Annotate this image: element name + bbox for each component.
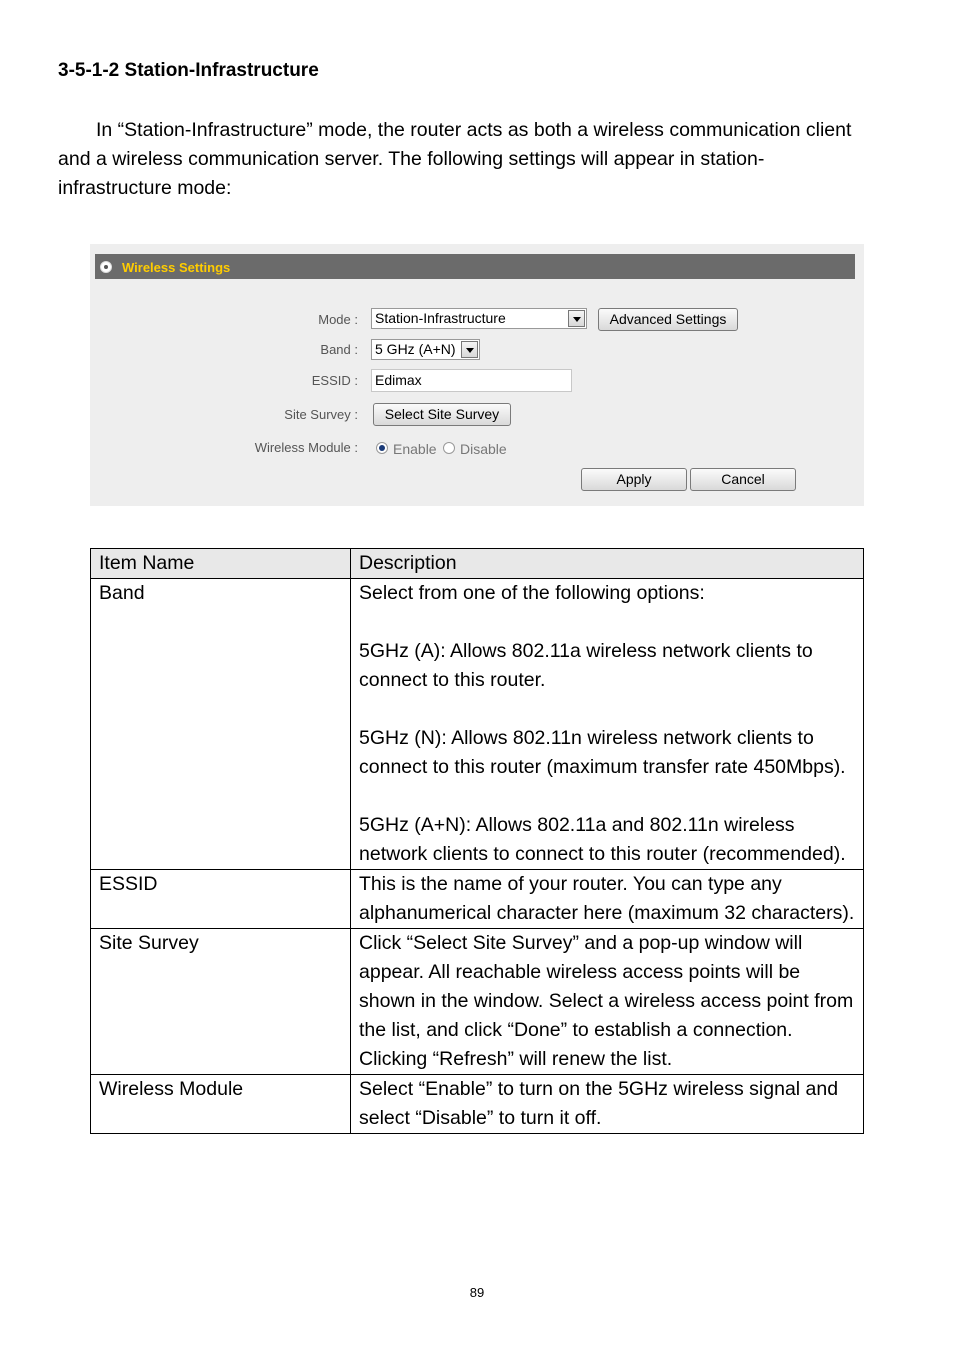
wireless-module-label: Wireless Module :: [254, 440, 358, 455]
disable-label: Disable: [460, 441, 507, 457]
description-paragraph: 5GHz (A+N): Allows 802.11a and 802.11n wireless network clients to connect to this router (recommended).: [359, 814, 846, 865]
apply-button[interactable]: Apply: [581, 468, 687, 491]
table-row: [91, 1075, 864, 1134]
table-row: [91, 870, 864, 929]
site-survey-label: Site Survey :: [284, 407, 358, 422]
table-row: [91, 929, 864, 1075]
essid-input[interactable]: Edimax: [371, 369, 572, 392]
description-paragraph: 5GHz (A): Allows 802.11a wireless network clients to connect to this router.: [359, 640, 813, 691]
header-item-name: Item Name: [91, 549, 351, 579]
panel-title: Wireless Settings: [122, 260, 231, 275]
enable-radio[interactable]: [376, 442, 388, 454]
section-heading: 3-5-1-2 Station-Infrastructure: [58, 60, 319, 81]
band-label: Band :: [320, 342, 358, 357]
chevron-down-icon[interactable]: [461, 341, 478, 358]
disable-radio[interactable]: [443, 442, 455, 454]
header-description: Description: [351, 549, 864, 579]
mode-select[interactable]: [371, 308, 587, 329]
table-header-row: [91, 549, 864, 579]
row-description: [351, 929, 864, 1075]
description-paragraph: This is the name of your router. You can type any alphanumerical character here (maximum 32 characters).: [359, 873, 855, 924]
select-site-survey-button[interactable]: Select Site Survey: [373, 403, 511, 426]
cancel-button[interactable]: Cancel: [690, 468, 796, 491]
wireless-settings-screenshot: [90, 244, 864, 506]
row-name: ESSID: [91, 870, 351, 929]
table-row: [91, 579, 864, 870]
settings-description-table: [90, 548, 864, 1134]
row-name: Site Survey: [91, 929, 351, 1075]
row-name: Wireless Module: [91, 1075, 351, 1134]
enable-label: Enable: [393, 441, 437, 457]
essid-label: ESSID :: [311, 373, 358, 388]
page-number: 89: [469, 1285, 485, 1300]
row-description: [351, 870, 864, 929]
mode-value: Station-Infrastructure: [375, 310, 506, 326]
chevron-down-icon[interactable]: [568, 310, 585, 327]
description-paragraph: Select from one of the following options:: [359, 582, 705, 604]
description-paragraph: Click “Select Site Survey” and a pop-up window will appear. All reachable wireless access points will be shown in the window. Select a wireless access point from the list, and click “Done” to establish a connection. Clicking “Refresh” will renew the list.: [359, 932, 854, 1070]
header-bullet-icon: [100, 261, 112, 273]
intro-text: In “Station-Infrastructure” mode, the router acts as both a wireless communication client and a wireless communication server. The following settings will appear in station-infrastructure mode:: [58, 119, 852, 199]
description-paragraph: 5GHz (N): Allows 802.11n wireless network clients to connect to this router (maximum transfer rate 450Mbps).: [359, 727, 846, 778]
band-value: 5 GHz (A+N): [375, 341, 456, 357]
intro-paragraph: [58, 116, 878, 203]
advanced-settings-button[interactable]: Advanced Settings: [598, 308, 738, 331]
panel-header: [95, 254, 855, 279]
mode-label: Mode :: [318, 312, 358, 327]
band-select[interactable]: [371, 339, 480, 360]
row-name: Band: [91, 579, 351, 870]
description-paragraph: Select “Enable” to turn on the 5GHz wireless signal and select “Disable” to turn it off.: [359, 1078, 839, 1129]
row-description: [351, 1075, 864, 1134]
row-description: [351, 579, 864, 870]
